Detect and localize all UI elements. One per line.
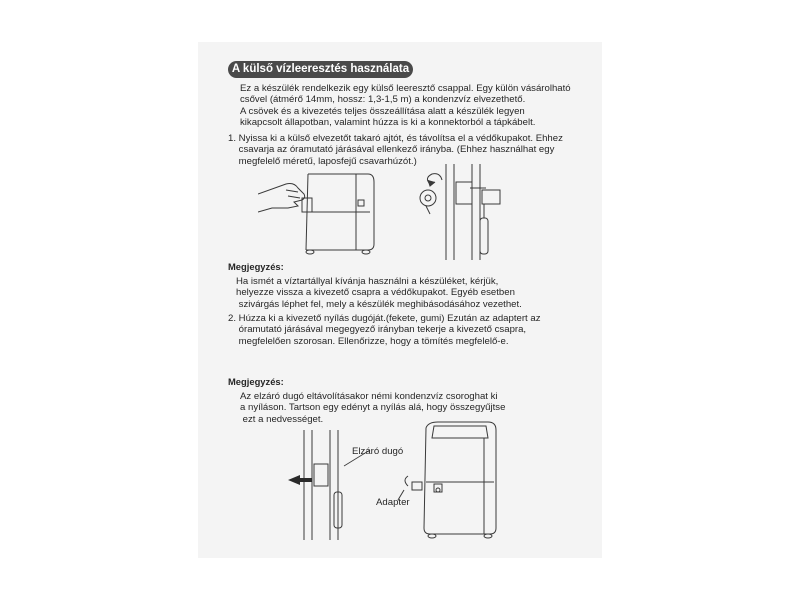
intro-paragraph: Ez a készülék rendelkezik egy külső leeresztő csappal. Egy külön vásárolható csővel (átmérő 14mm, hossz: 1,3-1,5 m) a kondenzvíz elvezethető. A csövek és a kivezetés teljes összeállítása alatt a készülék legyen kikapcsolt állapotban, valamint húzza is ki a konnektorból a tápkábelt. [240, 83, 571, 129]
figure-pull-plug [284, 428, 352, 542]
section-heading: A külső vízleeresztés használata [228, 61, 413, 78]
note-1-label: Megjegyzés: [228, 261, 284, 272]
callout-plug-label: Elzáró dugó [352, 446, 404, 457]
note-2-text: Az elzáró dugó eltávolításakor némi kondenzvíz csoroghat ki a nyíláson. Tartson egy edényt a nyílás alá, hogy összegyűjtse ezt a nedvességet. [240, 391, 506, 425]
figure-open-drain-door [258, 172, 386, 256]
step-2-text: 2. Húzza ki a kivezető nyílás dugóját.(fekete, gumi) Ezután az adaptert az óramutató járásával megegyező irányban tekerje a kivezető csapra, megfelelően szorosan. Ellenőrizze, hogy a tömítés megfelelő-e. [228, 313, 541, 347]
figure-remove-cap [410, 162, 510, 262]
note-2-label: Megjegyzés: [228, 376, 284, 387]
note-1-text: Ha ismét a víztartállyal kívánja használni a készüléket, kérjük, helyezze vissza a kivezető csapra a védőkupakot. Egyéb esetben szivárgás léphet fel, mely a készülék meghibásodásához vezethet. [236, 276, 522, 310]
step-1-text: 1. Nyissa ki a külső elvezetőt takaró ajtót, és távolítsa el a védőkupakot. Ehhez csavarja az óramutató járásával ellenkező irányba. (Ehhez használhat egy megfelelő méretű, laposfejű csavarhúzót.) [228, 133, 563, 167]
callout-adapter-label: Adapter [376, 497, 410, 508]
figure-dehumidifier-adapter [396, 420, 502, 540]
